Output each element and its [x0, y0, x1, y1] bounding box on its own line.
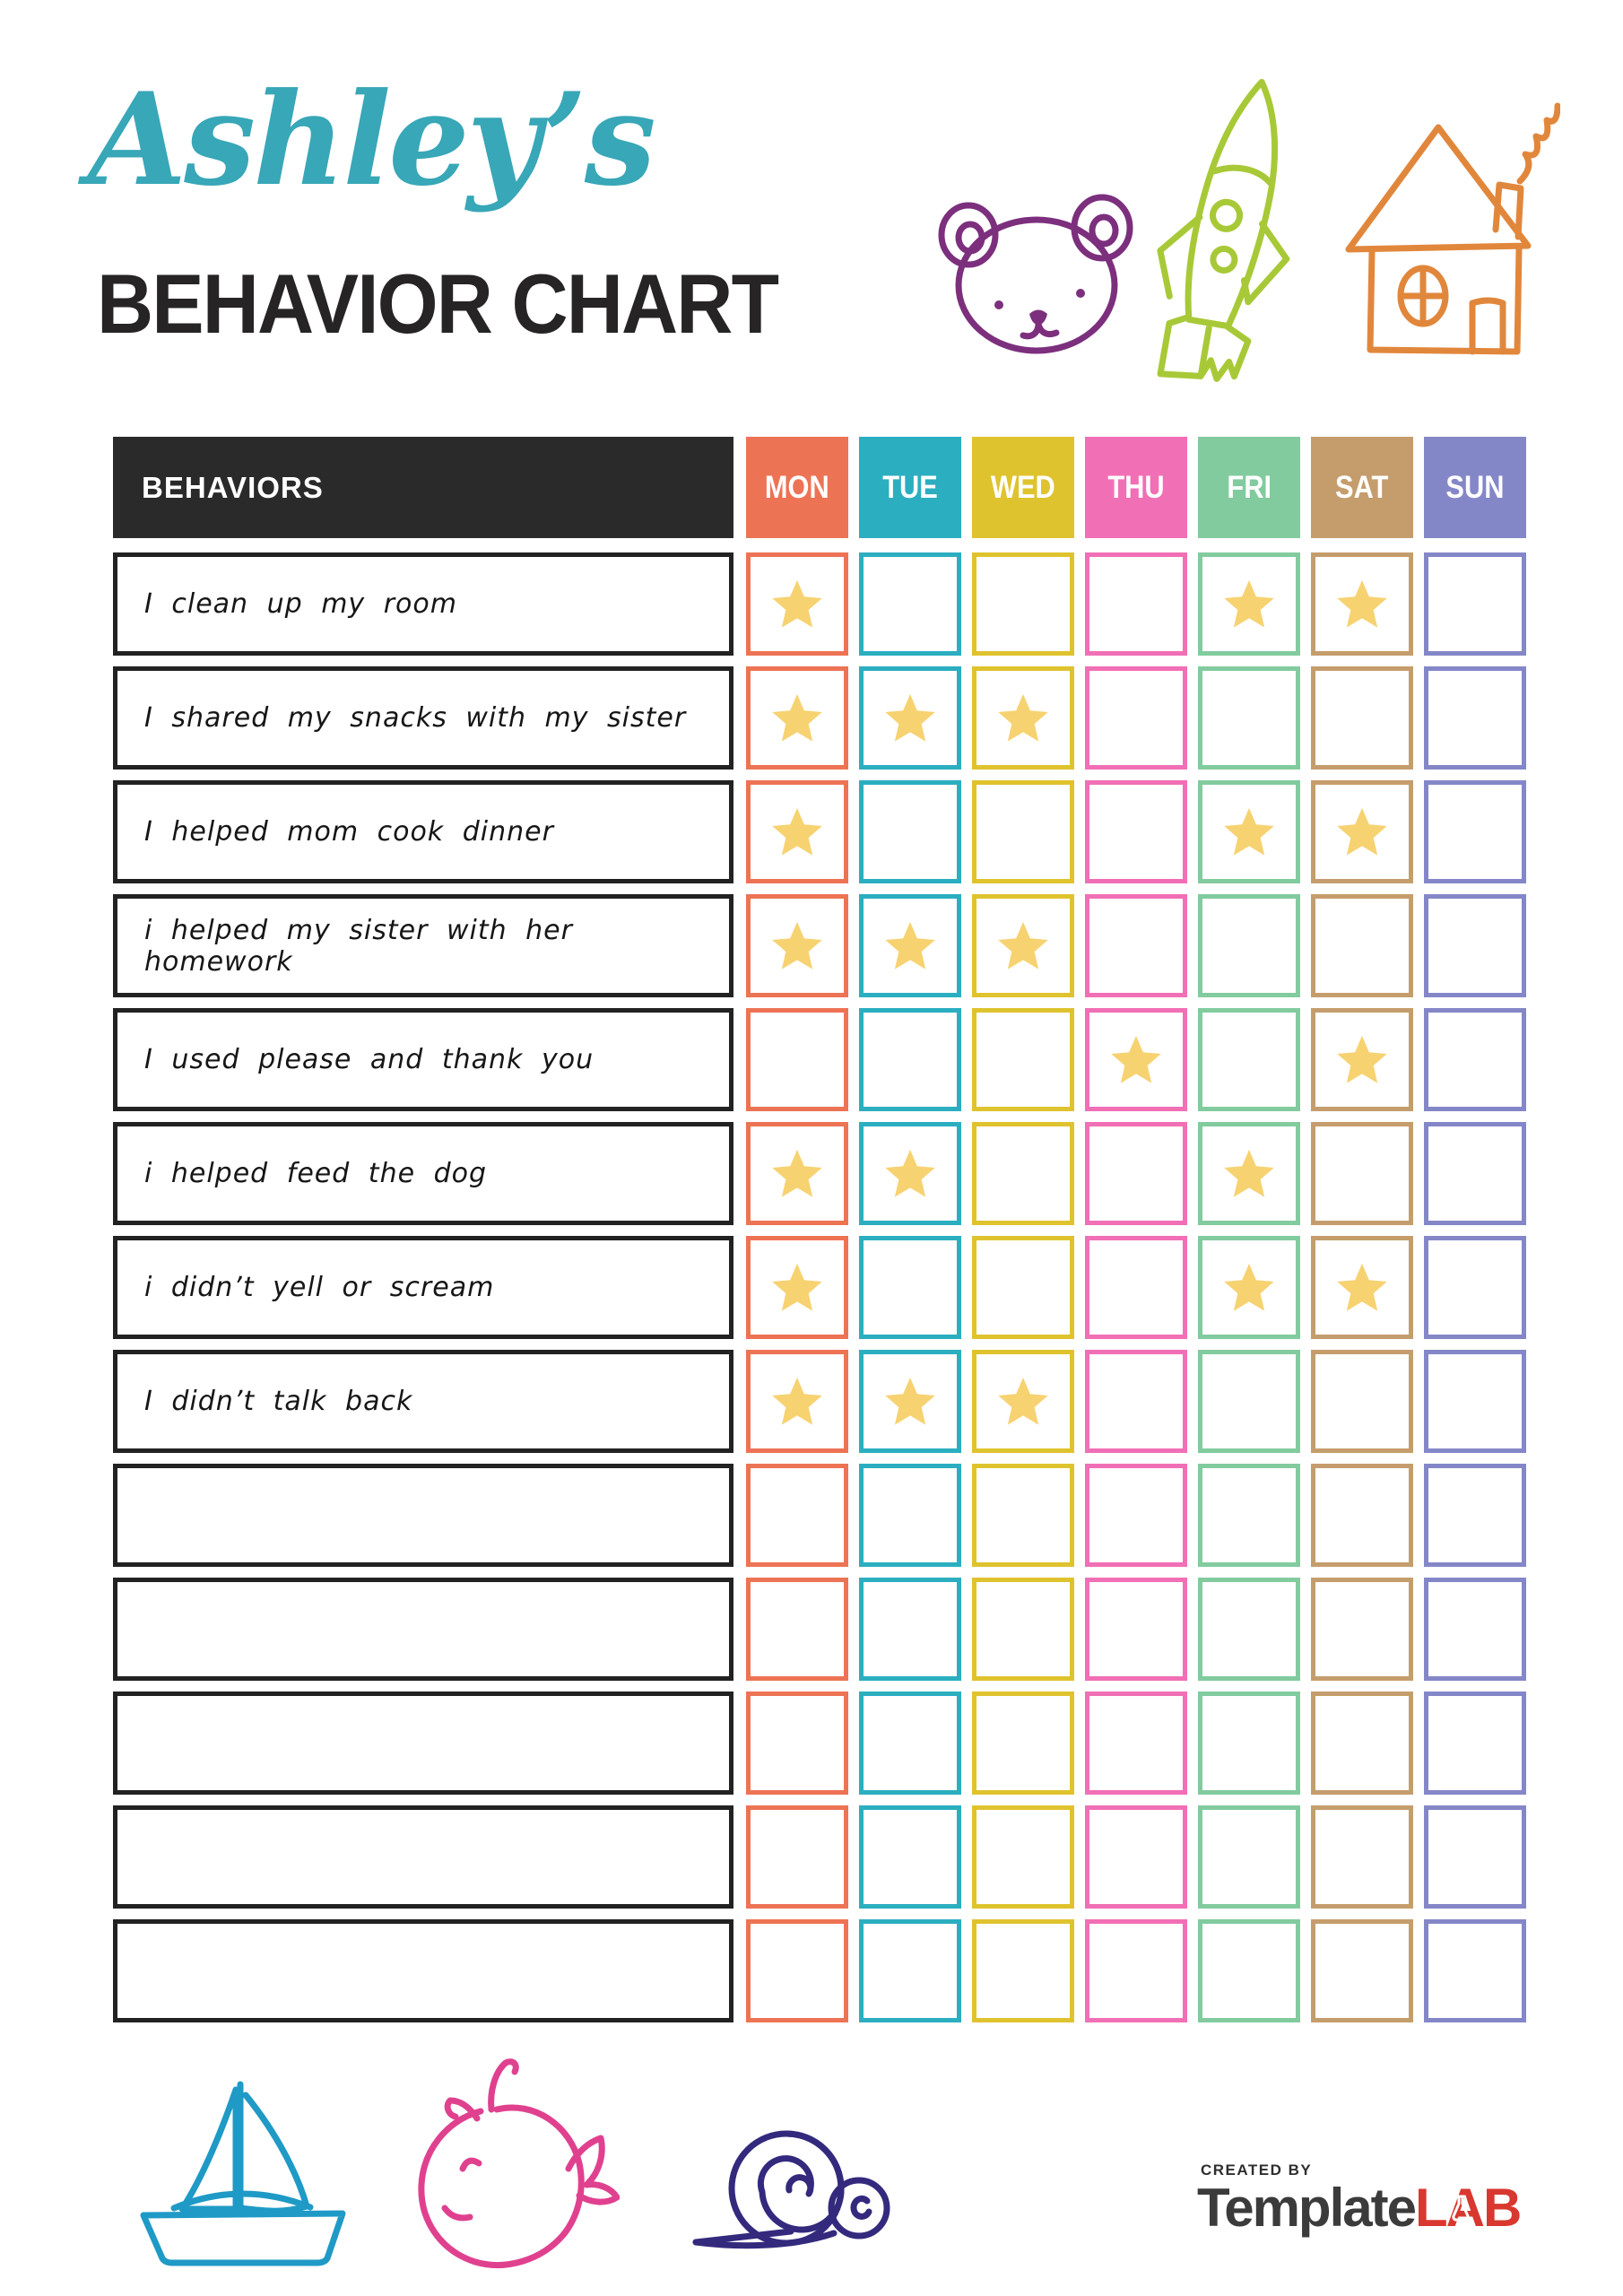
behavior-cell	[113, 894, 733, 997]
behavior-row	[113, 552, 1526, 656]
day-headers	[746, 437, 1526, 538]
behavior-text: I used please and thank you	[144, 1044, 595, 1075]
behavior-cell	[113, 552, 733, 656]
day-cell-tue	[859, 552, 961, 656]
day-cell-fri	[1198, 552, 1300, 656]
star-icon	[995, 1377, 1051, 1426]
behavior-text: i didn’t yell or scream	[144, 1272, 495, 1303]
behavior-row	[113, 1350, 1526, 1453]
day-cell-wed	[972, 1008, 1074, 1111]
day-cell-thu	[1085, 1236, 1187, 1339]
day-cell-sun	[1424, 1236, 1526, 1339]
day-cell-wed	[972, 666, 1074, 770]
behavior-cell	[113, 1350, 733, 1453]
star-icon	[769, 921, 825, 970]
house-icon	[1336, 95, 1560, 364]
behavior-cell	[113, 1578, 733, 1681]
day-cell-wed	[972, 1350, 1074, 1453]
star-icon	[1221, 1263, 1277, 1312]
day-header-label: THU	[1107, 469, 1165, 505]
day-cell-thu	[1085, 1008, 1187, 1111]
day-header-sun	[1424, 437, 1526, 538]
behavior-chart	[113, 437, 1526, 2022]
day-cells	[746, 552, 1526, 656]
star-icon	[882, 1377, 938, 1426]
day-cell-thu	[1085, 1578, 1187, 1681]
behavior-cell	[113, 1464, 733, 1567]
brand-primary-text: Template	[1197, 2178, 1415, 2238]
day-cell-thu	[1085, 1464, 1187, 1567]
day-cells	[746, 1919, 1526, 2022]
day-cell-mon	[746, 666, 848, 770]
star-icon	[1221, 807, 1277, 857]
chart-rows	[113, 552, 1526, 2022]
day-cell-tue	[859, 1692, 961, 1795]
day-cell-thu	[1085, 1919, 1187, 2022]
day-cell-mon	[746, 1236, 848, 1339]
day-cell-mon	[746, 1350, 848, 1453]
star-icon	[1334, 1263, 1390, 1312]
day-cell-mon	[746, 1008, 848, 1111]
behavior-row	[113, 1122, 1526, 1225]
day-cell-fri	[1198, 1236, 1300, 1339]
day-cell-fri	[1198, 1692, 1300, 1795]
brand-accent-text: LAB	[1414, 2178, 1521, 2238]
day-cell-sat	[1311, 1350, 1413, 1453]
star-icon	[769, 1377, 825, 1426]
day-cell-mon	[746, 780, 848, 883]
day-cell-sun	[1424, 1464, 1526, 1567]
day-cell-sun	[1424, 1919, 1526, 2022]
day-cell-wed	[972, 1578, 1074, 1681]
day-cell-tue	[859, 1919, 961, 2022]
day-cell-sun	[1424, 894, 1526, 997]
day-cell-sun	[1424, 666, 1526, 770]
star-icon	[995, 921, 1051, 970]
day-cell-tue	[859, 666, 961, 770]
star-icon	[769, 807, 825, 857]
day-cell-sat	[1311, 1008, 1413, 1111]
behavior-text: I helped mom cook dinner	[144, 816, 554, 848]
day-cell-mon	[746, 552, 848, 656]
day-cell-fri	[1198, 780, 1300, 883]
day-header-sat	[1311, 437, 1413, 538]
day-cell-mon	[746, 1464, 848, 1567]
day-cell-mon	[746, 894, 848, 997]
day-cell-sun	[1424, 1578, 1526, 1681]
behavior-cell	[113, 1805, 733, 1909]
day-header-label: TUE	[882, 469, 938, 505]
created-by-label: CREATED BY	[1201, 2161, 1313, 2179]
day-cell-wed	[972, 894, 1074, 997]
star-icon	[882, 693, 938, 743]
behavior-text: i helped feed the dog	[144, 1158, 488, 1189]
day-cell-tue	[859, 1236, 961, 1339]
day-cell-tue	[859, 1350, 961, 1453]
behavior-row	[113, 1464, 1526, 1567]
day-header-label: MON	[765, 469, 829, 505]
star-icon	[769, 1263, 825, 1312]
day-cell-tue	[859, 780, 961, 883]
chart-header-row	[113, 437, 1526, 538]
day-header-thu	[1085, 437, 1187, 538]
behaviors-header	[113, 437, 733, 538]
day-cell-mon	[746, 1122, 848, 1225]
day-cells	[746, 1350, 1526, 1453]
flask-icon	[1451, 2195, 1471, 2222]
behavior-text: I didn’t talk back	[144, 1386, 413, 1417]
day-cell-wed	[972, 1805, 1074, 1909]
day-header-label: SAT	[1335, 469, 1389, 505]
day-cell-sat	[1311, 666, 1413, 770]
day-cell-fri	[1198, 1008, 1300, 1111]
day-cells	[746, 1692, 1526, 1795]
star-icon	[1221, 1149, 1277, 1198]
day-cell-thu	[1085, 780, 1187, 883]
day-cell-sat	[1311, 1464, 1413, 1567]
day-cell-sun	[1424, 552, 1526, 656]
day-cell-thu	[1085, 666, 1187, 770]
day-cell-thu	[1085, 1350, 1187, 1453]
day-cells	[746, 1008, 1526, 1111]
day-cells	[746, 1464, 1526, 1567]
behaviors-header-label: BEHAVIORS	[142, 470, 324, 504]
day-cells	[746, 1805, 1526, 1909]
day-header-fri	[1198, 437, 1300, 538]
day-cells	[746, 1122, 1526, 1225]
day-cell-fri	[1198, 1464, 1300, 1567]
rocket-icon	[1141, 74, 1329, 410]
day-cells	[746, 1236, 1526, 1339]
day-cell-fri	[1198, 1122, 1300, 1225]
behavior-row	[113, 780, 1526, 883]
behavior-text: I clean up my room	[144, 588, 457, 620]
behavior-cell	[113, 1692, 733, 1795]
day-cell-thu	[1085, 894, 1187, 997]
day-cell-sun	[1424, 1350, 1526, 1453]
day-cell-tue	[859, 1805, 961, 1909]
behavior-text: i helped my sister with her homework	[144, 914, 573, 978]
star-icon	[769, 693, 825, 743]
day-cell-wed	[972, 1692, 1074, 1795]
behavior-row	[113, 666, 1526, 770]
day-cells	[746, 780, 1526, 883]
day-header-label: FRI	[1227, 469, 1271, 505]
brand-logo	[1197, 2161, 1521, 2238]
star-icon	[1334, 807, 1390, 857]
day-cell-sun	[1424, 780, 1526, 883]
day-header-label: SUN	[1445, 469, 1505, 505]
day-cell-wed	[972, 552, 1074, 656]
day-cell-wed	[972, 780, 1074, 883]
brand-wordmark	[1197, 2178, 1521, 2238]
behavior-row	[113, 894, 1526, 997]
behavior-row	[113, 1919, 1526, 2022]
day-cell-sun	[1424, 1692, 1526, 1795]
star-icon	[882, 1149, 938, 1198]
day-cell-thu	[1085, 552, 1187, 656]
day-cell-sat	[1311, 1122, 1413, 1225]
day-cell-fri	[1198, 1578, 1300, 1681]
behavior-row	[113, 1692, 1526, 1795]
day-cell-sun	[1424, 1122, 1526, 1225]
brand-accent-wrap	[1414, 2178, 1521, 2238]
behavior-cell	[113, 1122, 733, 1225]
day-cell-thu	[1085, 1692, 1187, 1795]
day-cell-sat	[1311, 552, 1413, 656]
day-cell-sat	[1311, 1919, 1413, 2022]
day-cell-fri	[1198, 666, 1300, 770]
star-icon	[1221, 579, 1277, 629]
child-name-title: Ashley’s	[88, 65, 654, 214]
day-cell-sat	[1311, 1578, 1413, 1681]
star-icon	[1108, 1035, 1164, 1084]
day-cell-sat	[1311, 1692, 1413, 1795]
star-icon	[882, 921, 938, 970]
day-header-label: WED	[991, 469, 1055, 505]
page-title: BEHAVIOR CHART	[97, 257, 778, 351]
day-cell-sat	[1311, 1805, 1413, 1909]
day-cell-tue	[859, 894, 961, 997]
star-icon	[1334, 579, 1390, 629]
day-cell-thu	[1085, 1122, 1187, 1225]
behavior-row	[113, 1236, 1526, 1339]
bear-icon	[931, 188, 1146, 354]
day-header-tue	[859, 437, 961, 538]
behavior-cell	[113, 780, 733, 883]
day-cells	[746, 666, 1526, 770]
snail-icon	[683, 2108, 898, 2269]
day-cell-mon	[746, 1919, 848, 2022]
day-cell-wed	[972, 1919, 1074, 2022]
day-cell-wed	[972, 1464, 1074, 1567]
star-icon	[1334, 1035, 1390, 1084]
day-cell-thu	[1085, 1805, 1187, 1909]
day-cell-tue	[859, 1122, 961, 1225]
day-cell-sun	[1424, 1805, 1526, 1909]
day-header-mon	[746, 437, 848, 538]
day-cell-tue	[859, 1578, 961, 1681]
star-icon	[769, 579, 825, 629]
sailboat-icon	[131, 2074, 355, 2271]
day-cell-sun	[1424, 1008, 1526, 1111]
day-cells	[746, 894, 1526, 997]
day-cell-mon	[746, 1692, 848, 1795]
behavior-cell	[113, 666, 733, 770]
day-cell-tue	[859, 1464, 961, 1567]
behavior-cell	[113, 1236, 733, 1339]
day-cell-sat	[1311, 894, 1413, 997]
day-header-wed	[972, 437, 1074, 538]
star-icon	[995, 693, 1051, 743]
star-icon	[769, 1149, 825, 1198]
behavior-cell	[113, 1008, 733, 1111]
behavior-cell	[113, 1919, 733, 2022]
day-cell-tue	[859, 1008, 961, 1111]
behavior-row	[113, 1578, 1526, 1681]
day-cell-sat	[1311, 1236, 1413, 1339]
day-cell-wed	[972, 1122, 1074, 1225]
behavior-text: I shared my snacks with my sister	[144, 702, 687, 734]
whale-icon	[391, 2054, 620, 2278]
day-cell-fri	[1198, 1350, 1300, 1453]
day-cell-fri	[1198, 894, 1300, 997]
day-cell-wed	[972, 1236, 1074, 1339]
behavior-row	[113, 1805, 1526, 1909]
day-cell-fri	[1198, 1919, 1300, 2022]
day-cell-fri	[1198, 1805, 1300, 1909]
day-cell-sat	[1311, 780, 1413, 883]
day-cell-mon	[746, 1805, 848, 1909]
day-cell-mon	[746, 1578, 848, 1681]
behavior-row	[113, 1008, 1526, 1111]
day-cells	[746, 1578, 1526, 1681]
